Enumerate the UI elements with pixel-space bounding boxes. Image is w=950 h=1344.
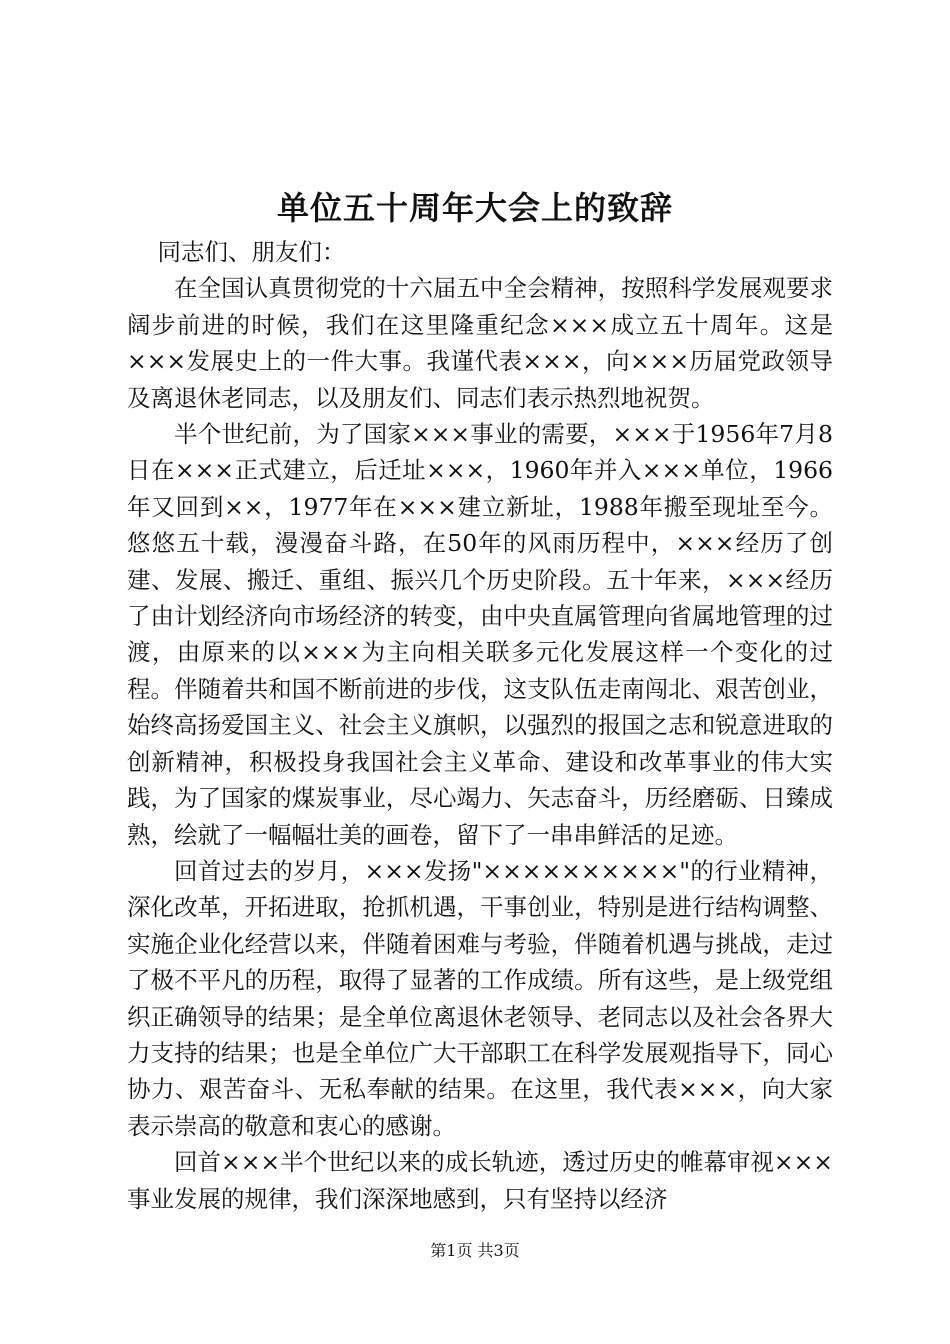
greeting-line: 同志们、朋友们：: [157, 238, 346, 266]
body-paragraph: 回首过去的岁月，×××发扬"××××××××××"的行业精神，深化改革，开拓进取，抢抓机遇，干事创业，特别是进行结构调整、实施企业化经营以来，伴随着困难与考验，伴随着机遇与挑战，走过了极不平凡的历程，取得了显著的工作成绩。所有这些，是上级党组织正确领导的结果；是全单位离退休老领导、老同志以及社会各界大力支持的结果；也是全单位广大干部职工在科学发展观指导下，同心协力、艰苦奋斗、无私奉献的结果。在这里，我代表×××，向大家表示崇高的敬意和衷心的感谢。: [127, 856, 833, 1140]
body-paragraph: 半个世纪前，为了国家×××事业的需要，×××于1956年7月8日在×××正式建立，后迁址×××，1960年并入×××单位，1966年又回到××，1977年在×××建立新址，1988年搬至现址至今。悠悠五十载，漫漫奋斗路，在50年的风雨历程中，×××经历了创建、发展、搬迁、重组、振兴几个历史阶段。五十年来，×××经历了由计划经济向市场经济的转变，由中央直属管理向省属地管理的过渡，由原来的以×××为主向相关联多元化发展这样一个变化的过程。伴随着共和国不断前进的步伐，这支队伍走南闯北、艰苦创业，始终高扬爱国主义、社会主义旗帜，以强烈的报国之志和锐意进取的创新精神，积极投身我国社会主义革命、建设和改革事业的伟大实践，为了国家的煤炭事业，尽心竭力、矢志奋斗，历经磨砺、日臻成熟，绘就了一幅幅壮美的画卷，留下了一串串鲜活的足迹。: [127, 420, 833, 849]
document-title: 单位五十周年大会上的致辞: [276, 189, 673, 227]
body-paragraph: 回首×××半个世纪以来的成长轨迹，透过历史的帷幕审视×××事业发展的规律，我们深深地感到，只有坚持以经济: [127, 1148, 833, 1213]
page-footer: 第1页 共3页: [430, 1241, 520, 1260]
document-body: [127, 234, 833, 1217]
body-paragraph: 在全国认真贯彻党的十六届五中全会精神，按照科学发展观要求阔步前进的时候，我们在这里隆重纪念×××成立五十周年。这是×××发展史上的一件大事。我谨代表×××，向×××历届党政领导及离退休老同志，以及朋友们、同志们表示热烈地祝贺。: [127, 274, 833, 412]
